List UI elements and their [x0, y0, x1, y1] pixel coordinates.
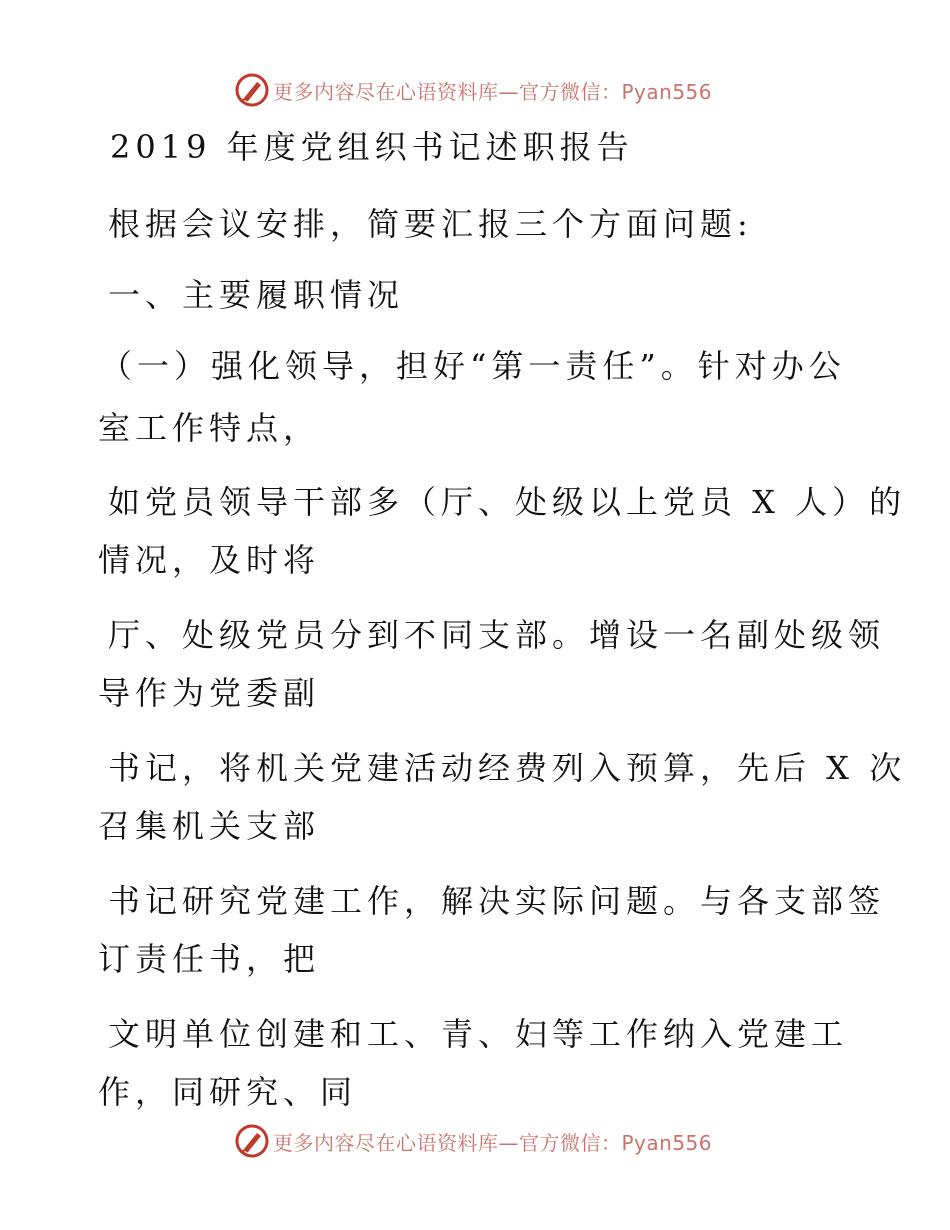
footer-banner-text: 更多内容尽在心语资料库—官方微信：Pyan556	[273, 1130, 713, 1155]
section-heading: 一、主要履职情况	[108, 276, 405, 314]
header-banner	[235, 70, 712, 110]
paragraph-line: 厅、处级党员分到不同支部。增设一名副处级领	[108, 616, 886, 654]
paragraph-line: 导作为党委副	[98, 674, 321, 712]
paragraph-line: 室工作特点，	[98, 409, 321, 447]
paragraph-line: 根据会议安排，简要汇报三个方面问题:	[108, 205, 753, 243]
paragraph-line: 书记研究党建工作，解决实际问题。与各支部签	[108, 882, 886, 920]
paragraph-line: 如党员领导干部多（厅、处级以上党员 X 人）的	[108, 483, 907, 521]
paragraph-line: 作，同研究、同	[98, 1073, 358, 1111]
paragraph-line: 书记，将机关党建活动经费列入预算，先后 X 次	[108, 749, 907, 787]
pen-logo-icon	[235, 73, 269, 107]
header-banner-text: 更多内容尽在心语资料库—官方微信：Pyan556	[273, 79, 713, 104]
paragraph-line: 文明单位创建和工、青、妇等工作纳入党建工	[108, 1015, 849, 1053]
pen-logo-icon	[235, 1124, 269, 1158]
paragraph-line: 召集机关支部	[98, 807, 321, 845]
footer-banner	[235, 1121, 712, 1161]
paragraph-line: （一）强化领导，担好“第一责任”。针对办公	[100, 347, 846, 385]
paragraph-line: 情况，及时将	[98, 541, 321, 579]
document-title: 2019 年度党组织书记述职报告	[110, 128, 634, 166]
paragraph-line: 订责任书，把	[98, 940, 321, 978]
